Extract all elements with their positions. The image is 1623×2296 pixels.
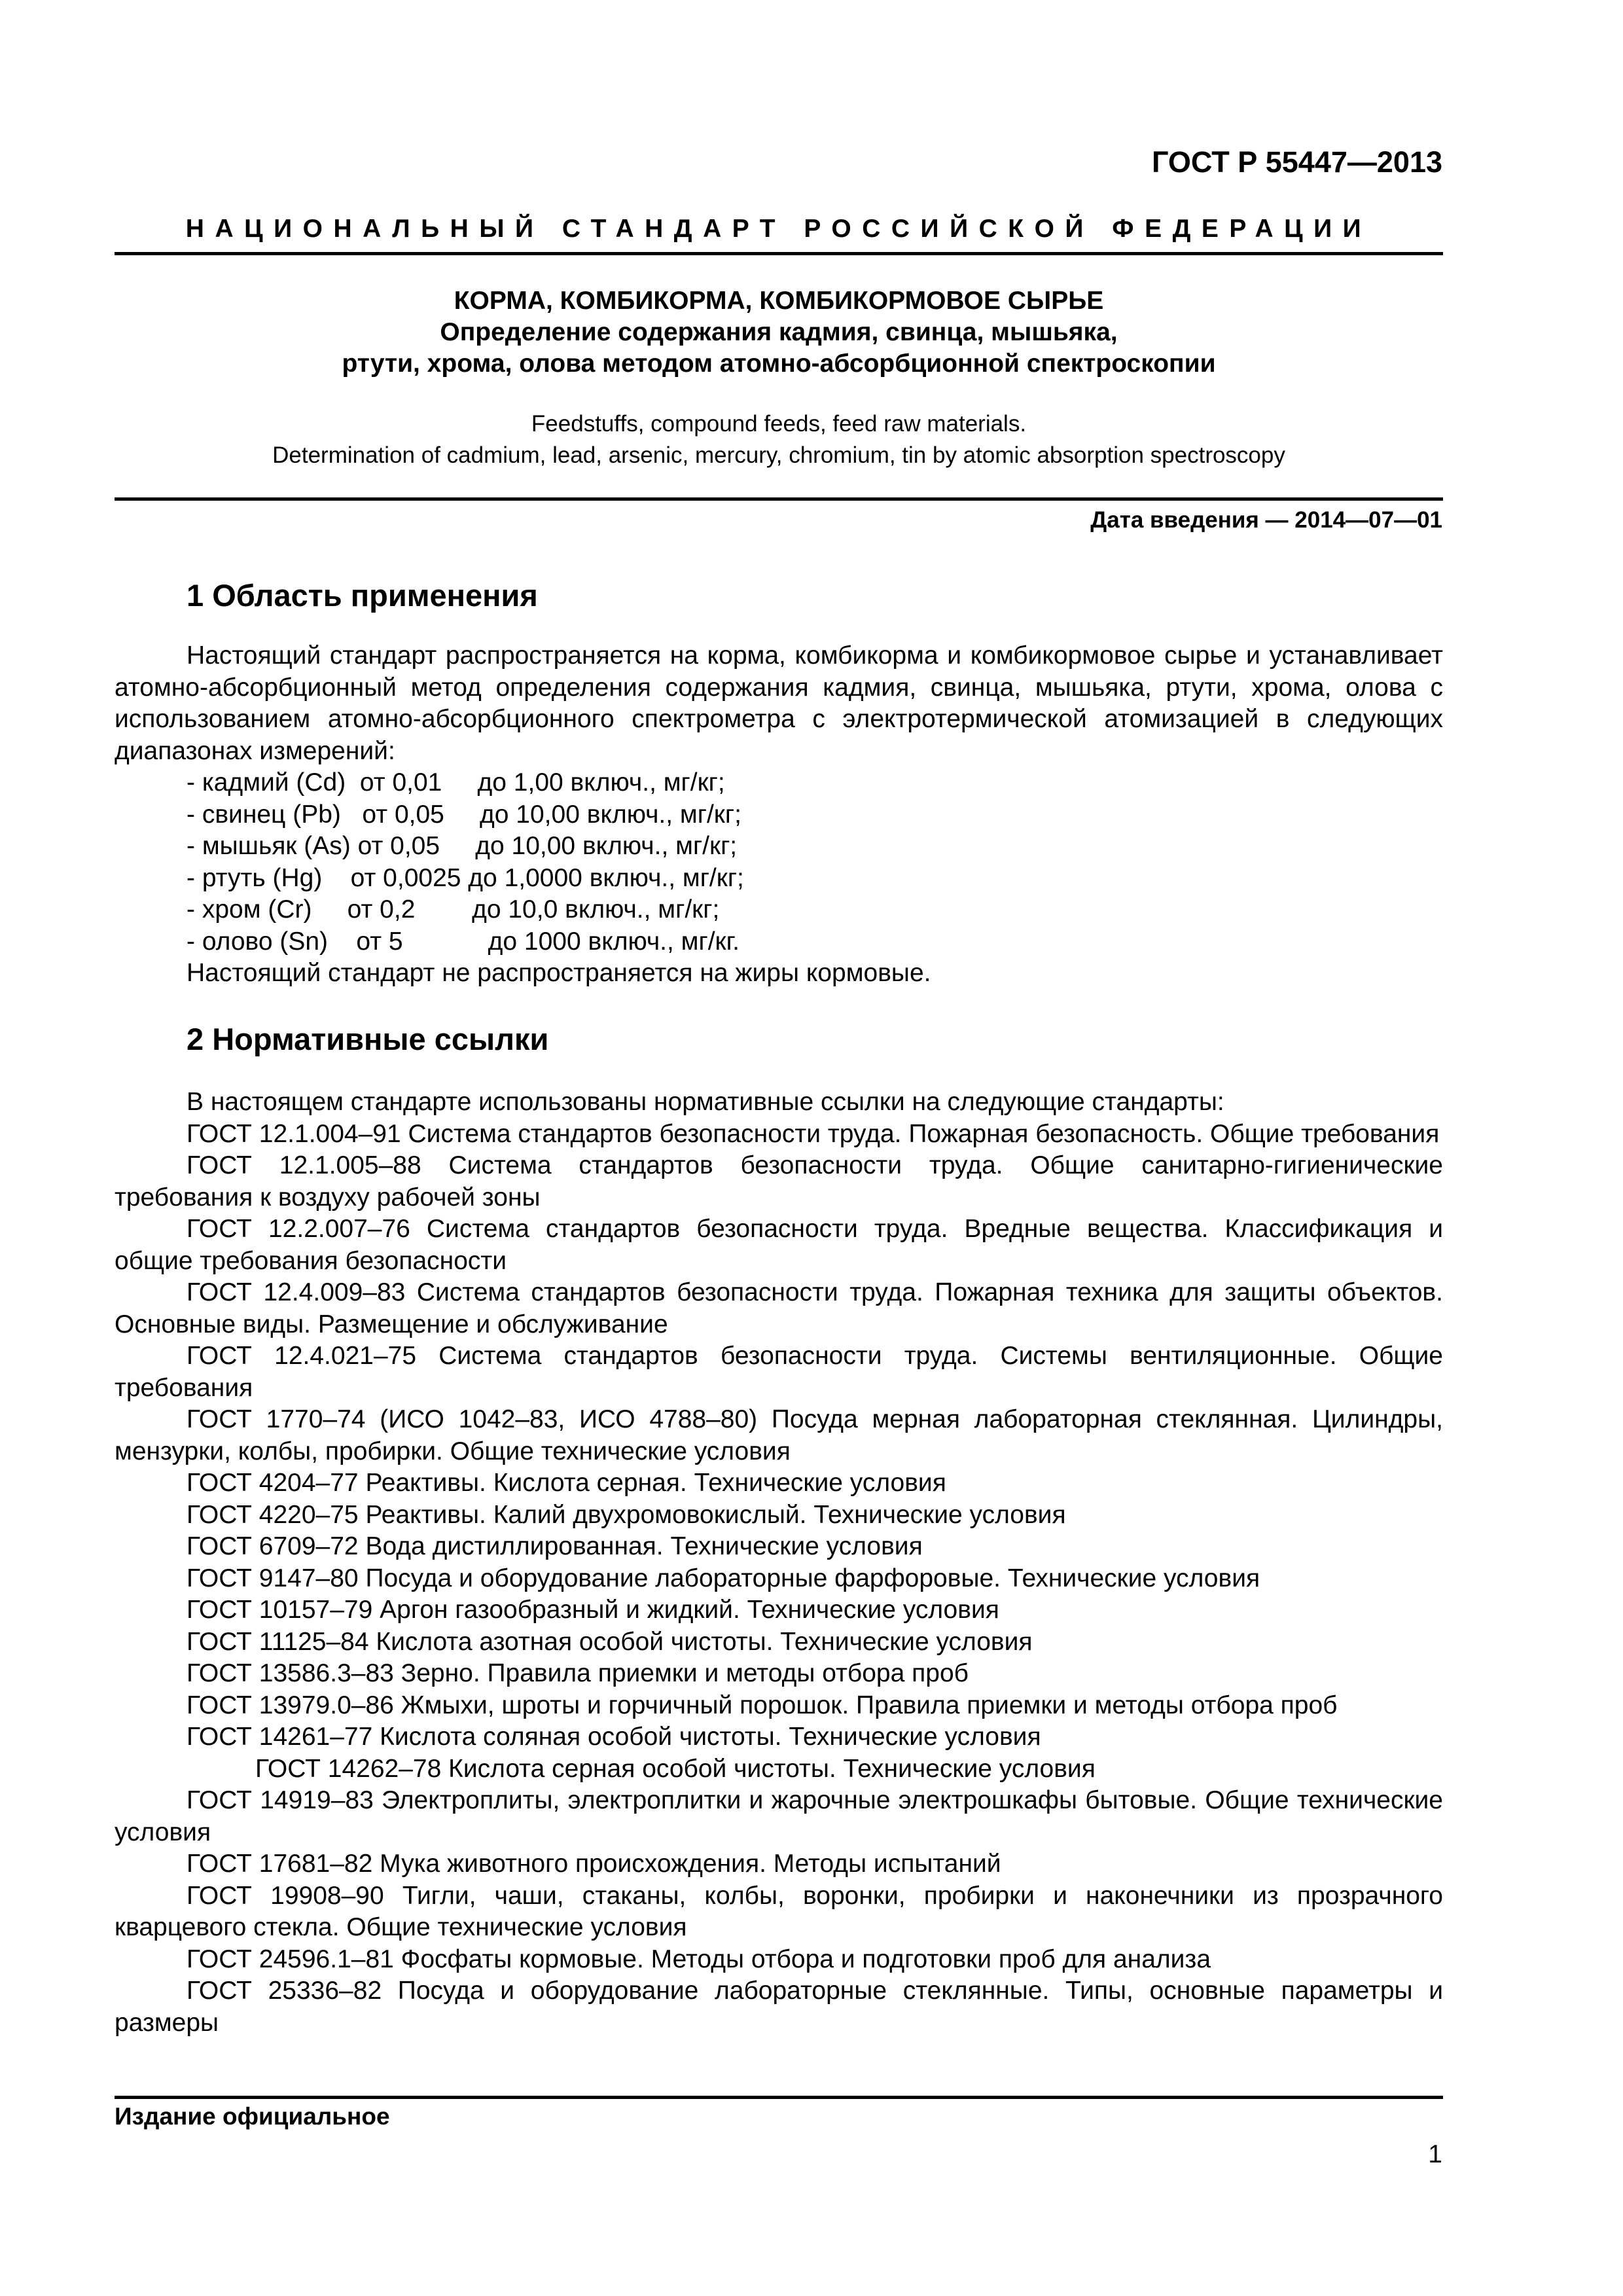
- date-of-introduction: Дата введения — 2014—07—01: [1090, 507, 1442, 533]
- reference-item: ГОСТ 24596.1–81 Фосфаты кормовые. Методы отбора и подготовки проб для анализа: [187, 1945, 1211, 1973]
- reference-item: ГОСТ 10157–79 Аргон газообразный и жидкий. Технические условия: [187, 1596, 999, 1624]
- range-item: - хром (Cr) от 0,2 до 10,0 включ., мг/кг;: [187, 895, 720, 924]
- title-line-2: Определение содержания кадмия, свинца, мышьяка,: [440, 318, 1118, 346]
- reference-item: ГОСТ 14261–77 Кислота соляная особой чистоты. Технические условия: [187, 1723, 1041, 1751]
- reference-item: ГОСТ 11125–84 Кислота азотная особой чистоты. Технические условия: [187, 1627, 1033, 1656]
- page-number: 1: [1428, 2140, 1442, 2168]
- gost-number: ГОСТ Р 55447—2013: [1151, 145, 1442, 179]
- section-2-heading: 2 Нормативные ссылки: [187, 1022, 549, 1056]
- reference-item: ГОСТ 14919–83 Электроплиты, электроплитки и жарочные электрошкафы бытовые. Общие технические условия: [115, 1786, 1443, 1846]
- section-1-heading: 1 Область применения: [187, 578, 538, 613]
- title-line-1: КОРМА, КОМБИКОРМА, КОМБИКОРМОВОЕ СЫРЬЕ: [454, 287, 1104, 315]
- reference-item: ГОСТ 12.4.021–75 Система стандартов безопасности труда. Системы вентиляционные. Общие требования: [115, 1342, 1443, 1402]
- reference-item: ГОСТ 1770–74 (ИСО 1042–83, ИСО 4788–80) Посуда мерная лабораторная стеклянная. Цилиндры, мензурки, колбы, пробирки. Общие технические условия: [115, 1405, 1443, 1465]
- section-1-body: [115, 640, 1443, 990]
- section-1-closing: Настоящий стандарт не распространяется на жиры кормовые.: [187, 959, 931, 987]
- range-item: - мышьяк (As) от 0,05 до 10,00 включ., мг/кг;: [187, 832, 738, 860]
- reference-item: ГОСТ 12.2.007–76 Система стандартов безопасности труда. Вредные вещества. Классификация и общие требования безопасности: [115, 1215, 1443, 1275]
- range-item: - ртуть (Hg) от 0,0025 до 1,0000 включ., мг/кг;: [187, 863, 744, 892]
- reference-item: ГОСТ 17681–82 Мука животного происхождения. Методы испытаний: [187, 1850, 1001, 1878]
- reference-item: ГОСТ 13586.3–83 Зерно. Правила приемки и методы отбора проб: [187, 1659, 969, 1687]
- title-line-3: ртути, хрома, олова методом атомно-абсорбционной спектроскопии: [342, 350, 1216, 378]
- section-1-intro: Настоящий стандарт распространяется на корма, комбикорма и комбикормовое сырье и устанавливает атомно-абсорбционный метод определения содержания кадмия, свинца, мышьяка, ртути, хрома, олова с использованием атомно-абсорбционного спектрометра с электротермической атомизацией в следующих диапазонах измерений:: [115, 641, 1443, 765]
- range-item: - свинец (Pb) от 0,05 до 10,00 включ., мг/кг;: [187, 800, 741, 829]
- reference-item: ГОСТ 4220–75 Реактивы. Калий двухромовокислый. Технические условия: [187, 1500, 1066, 1529]
- national-standard-banner: НАЦИОНАЛЬНЫЙ СТАНДАРТ РОССИЙСКОЙ ФЕДЕРАЦИИ: [185, 215, 1372, 243]
- header-rule: [115, 252, 1443, 255]
- reference-item: ГОСТ 9147–80 Посуда и оборудование лабораторные фарфоровые. Технические условия: [187, 1564, 1260, 1592]
- official-edition-label: Издание официальное: [115, 2103, 390, 2130]
- reference-item: ГОСТ 6709–72 Вода дистиллированная. Технические условия: [187, 1532, 923, 1560]
- title-block: [115, 285, 1443, 471]
- reference-item: ГОСТ 19908–90 Тигли, чаши, стаканы, колбы, воронки, пробирки и наконечники из прозрачного кварцевого стекла. Общие технические условия: [115, 1881, 1443, 1941]
- section-2-intro: В настоящем стандарте использованы нормативные ссылки на следующие стандарты:: [187, 1088, 1224, 1116]
- reference-item: ГОСТ 12.1.004–91 Система стандартов безопасности труда. Пожарная безопасность. Общие требования: [187, 1119, 1440, 1148]
- footer-rule: [115, 2096, 1443, 2099]
- reference-item: ГОСТ 13979.0–86 Жмыхи, шроты и горчичный порошок. Правила приемки и методы отбора проб: [187, 1691, 1338, 1719]
- reference-item: ГОСТ 12.4.009–83 Система стандартов безопасности труда. Пожарная техника для защиты объектов. Основные виды. Размещение и обслуживание: [115, 1278, 1443, 1338]
- reference-item: ГОСТ 4204–77 Реактивы. Кислота серная. Технические условия: [187, 1469, 946, 1497]
- range-item: - кадмий (Cd) от 0,01 до 1,00 включ., мг/кг;: [187, 768, 725, 797]
- section-2-body: [115, 1086, 1443, 2039]
- english-title-line-1: Feedstuffs, compound feeds, feed raw materials.: [531, 411, 1027, 437]
- title-rule: [115, 497, 1443, 501]
- english-title-line-2: Determination of cadmium, lead, arsenic, mercury, chromium, tin by atomic absorption spectroscopy: [272, 442, 1285, 468]
- reference-item: ГОСТ 25336–82 Посуда и оборудование лабораторные стеклянные. Типы, основные параметры и размеры: [115, 1977, 1443, 2037]
- reference-item: ГОСТ 12.1.005–88 Система стандартов безопасности труда. Общие санитарно-гигиенические требования к воздуху рабочей зоны: [115, 1151, 1443, 1211]
- reference-item: ГОСТ 14262–78 Кислота серная особой чистоты. Технические условия: [255, 1754, 1096, 1783]
- range-item: - олово (Sn) от 5 до 1000 включ., мг/кг.: [187, 927, 740, 956]
